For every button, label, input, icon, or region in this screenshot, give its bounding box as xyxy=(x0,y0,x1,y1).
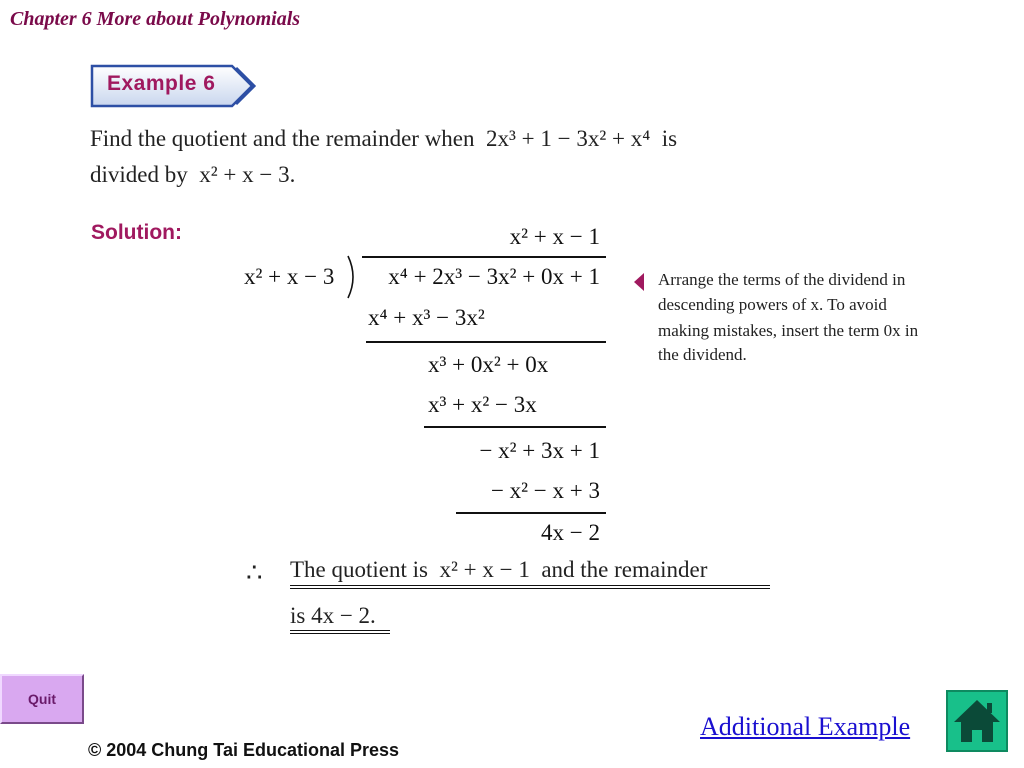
underline-1 xyxy=(290,585,770,589)
conclusion-line-2: is 4x − 2. xyxy=(290,603,376,628)
remainder-step-1: x³ + 0x² + 0x xyxy=(428,352,549,377)
question-expr-1: 2x³ + 1 − 3x² + x⁴ xyxy=(486,126,651,151)
question-end-2: . xyxy=(289,162,296,187)
badge-label: Example 6 xyxy=(107,72,216,95)
additional-example-link[interactable]: Additional Example xyxy=(700,712,911,741)
subtract-step-1: x⁴ + x³ − 3x² xyxy=(368,305,485,330)
divisor: x² + x − 3 xyxy=(244,264,335,289)
underline-2 xyxy=(290,630,390,634)
quit-label: Quit xyxy=(28,691,56,707)
note-pointer-icon xyxy=(634,273,644,291)
copyright: © 2004 Chung Tai Educational Press xyxy=(88,740,400,760)
question-line-1 xyxy=(90,126,677,152)
rule-2 xyxy=(424,426,606,428)
quotient: x² + x − 1 xyxy=(509,224,600,249)
conclusion-line-1 xyxy=(290,557,707,583)
dividend: x⁴ + 2x³ − 3x² + 0x + 1 xyxy=(388,264,600,289)
note-line: making mistakes, insert the term 0x in xyxy=(658,321,919,340)
chapter-title: Chapter 6 More about Polynomials xyxy=(10,8,301,30)
therefore-symbol: ∴ xyxy=(246,558,263,587)
remainder-step-2: − x² + 3x + 1 xyxy=(479,438,600,463)
note-line: the dividend. xyxy=(658,345,747,364)
conclusion-text-b: and the remainder xyxy=(541,557,708,582)
subtract-step-2: x³ + x² − 3x xyxy=(428,392,537,417)
example-badge xyxy=(90,64,238,106)
division-bracket xyxy=(344,255,360,299)
note-line: Arrange the terms of the dividend in xyxy=(658,270,906,289)
question-text-1: Find the quotient and the remainder when xyxy=(90,126,475,151)
note-line: descending powers of x. To avoid xyxy=(658,295,887,314)
subtract-step-3: − x² − x + 3 xyxy=(490,478,600,503)
solution-label: Solution: xyxy=(91,221,182,244)
conclusion-expr: x² + x − 1 xyxy=(439,557,530,582)
question-text-2: divided by xyxy=(90,162,188,187)
question-end-1: is xyxy=(661,126,678,151)
question-expr-2: x² + x − 3 xyxy=(199,162,290,187)
rule-1 xyxy=(366,341,606,343)
question-line-2 xyxy=(90,162,295,188)
home-icon xyxy=(948,692,1006,750)
final-remainder: 4x − 2 xyxy=(541,520,600,545)
division-bar xyxy=(362,256,606,258)
rule-3 xyxy=(456,512,606,514)
quit-button[interactable] xyxy=(0,674,84,724)
home-button[interactable] xyxy=(946,690,1008,752)
conclusion-text-a: The quotient is xyxy=(290,557,428,582)
